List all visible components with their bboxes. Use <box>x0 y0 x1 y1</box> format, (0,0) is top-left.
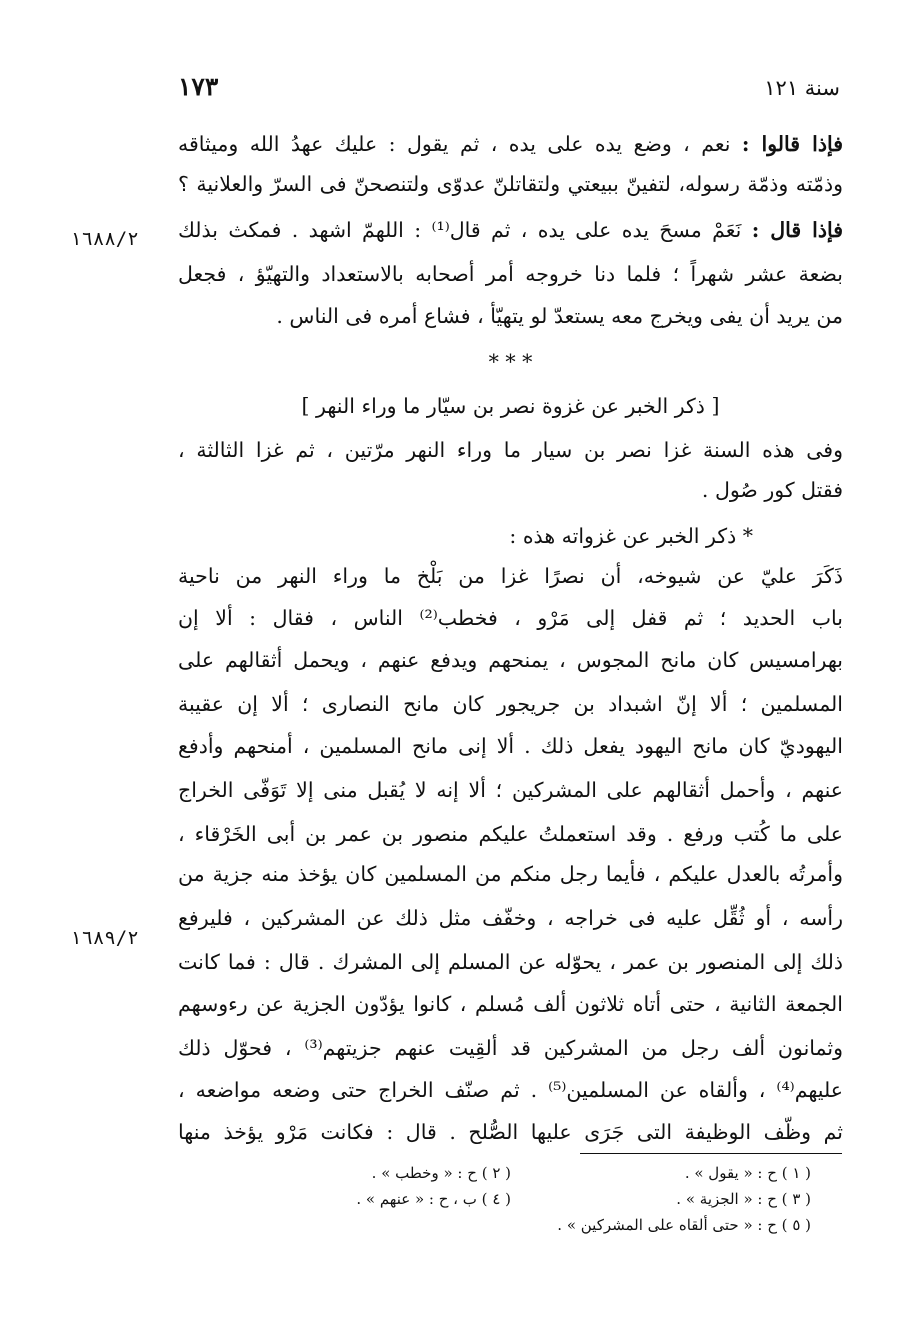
text-line <box>178 1112 843 1152</box>
margin-reference: ١٦٨٨/٢ <box>70 228 139 250</box>
line-text: عنهم ، وأحمل أثقالهم على المشركين ؛ ألا إنه لا يُقبل منى إلا تَوَفّى الخراج <box>178 778 843 802</box>
line-text: باب الحديد ؛ ثم قفل إلى مَرْو ، فخطب⁽²⁾ الناس ، فقال : ألا إن <box>178 606 843 630</box>
line-lead: فإذا قالوا : <box>741 132 843 156</box>
line-text: * ذكر الخبر عن غزواته هذه : <box>509 524 753 548</box>
text-line <box>178 124 843 164</box>
text-line <box>178 770 843 810</box>
line-lead: فإذا قال : <box>751 218 843 242</box>
text-line <box>178 296 843 336</box>
line-text: بضعة عشر شهراً ؛ فلما دنا خروجه أمر أصحابه بالاستعداد والتهيّؤ ، فجعل <box>178 262 843 286</box>
text-line <box>178 254 843 294</box>
line-text: وثمانون ألف رجل من المشركين قد ألقِيت عنهم جزيتهم⁽³⁾ ، فحوّل ذلك <box>178 1036 843 1060</box>
text-line <box>178 854 843 894</box>
text-line <box>178 430 843 470</box>
text-line <box>178 898 843 938</box>
line-text: وذمّته وذمّة رسوله، لتفينّ ببيعتي ولتقاتلنّ عدوّى ولتنصحنّ فى السرّ والعلانية ؟ <box>178 172 843 196</box>
footnote: ( ١ ) ح : « يقول » . <box>684 1164 811 1182</box>
asterisks: * * * <box>488 350 533 374</box>
line-text: وفى هذه السنة غزا نصر بن سيار ما وراء النهر مرّتين ، ثم غزا الثالثة ، <box>178 438 843 462</box>
page-header <box>178 72 840 108</box>
footnote: ( ٥ ) ح : « حتى ألقاه على المشركين » . <box>557 1216 811 1234</box>
text-line <box>178 164 843 204</box>
running-head: سنة ١٢١ <box>764 76 840 100</box>
footnote: ( ٢ ) ح : « وخطب » . <box>371 1164 511 1182</box>
line-text: نَعَمْ مسحَ يده على يده ، ثم قال⁽¹⁾ : اللهمّ اشهد . فمكث بذلك <box>178 218 752 242</box>
line-text: وأمرتُه بالعدل عليكم ، فأيما رجل منكم من المسلمين كان يؤخذ منه جزية من <box>178 862 843 886</box>
footnote-divider <box>580 1153 842 1154</box>
heading-text: [ ذكر الخبر عن غزوة نصر بن سيّار ما وراء النهر ] <box>301 394 720 418</box>
footnote: ( ٣ ) ح : « الجزية » . <box>676 1190 811 1208</box>
section-divider <box>178 342 843 382</box>
text-line <box>178 598 843 638</box>
line-text: عليهم⁽⁴⁾ ، وألقاه عن المسلمين⁽⁵⁾ . ثم صنّف الخراج حتى وضعه مواضعه ، <box>178 1078 843 1102</box>
text-line <box>178 210 843 250</box>
line-text: رأسه ، أو ثُقِّل عليه فى خراجه ، وخفّف مثل ذلك عن المشركين ، فليرفع <box>178 906 843 930</box>
text-line <box>178 470 843 510</box>
line-text: فقتل كور صُول . <box>701 478 843 502</box>
line-text: على ما كُتب ورفع . وقد استعملتُ عليكم منصور بن عمر بن أبى الخَرْقاء ، <box>178 822 843 846</box>
line-text: ذلك إلى المنصور بن عمر ، يحوّله عن المسلم إلى المشرك . قال : فما كانت <box>178 950 843 974</box>
text-line <box>178 814 843 854</box>
text-line <box>178 684 843 724</box>
line-text: ذَكَرَ عليّ عن شيوخه، أن نصرًا غزا من بَلْخ ما وراء النهر من ناحية <box>178 564 843 588</box>
text-line <box>178 942 843 982</box>
line-text: الجمعة الثانية ، حتى أتاه ثلاثون ألف مُسلم ، كانوا يؤدّون الجزية عن رءوسهم <box>178 992 843 1016</box>
text-line <box>178 1070 843 1110</box>
page-number: ١٧٣ <box>178 72 219 101</box>
footnote: ( ٤ ) ب ، ح : « عنهم » . <box>356 1190 511 1208</box>
text-line <box>178 984 843 1024</box>
text-line <box>178 556 843 596</box>
text-line <box>178 1028 843 1068</box>
section-heading <box>178 386 843 426</box>
text-line <box>178 640 843 680</box>
sub-heading <box>178 516 843 556</box>
margin-reference: ١٦٨٩/٢ <box>70 927 139 949</box>
line-text: من يريد أن يفى ويخرج معه يستعدّ لو يتهيّأ ، فشاع أمره فى الناس . <box>276 304 843 328</box>
line-text: بهرامسيس كان مانح المجوس ، يمنحهم ويدفع عنهم ، ويحمل أثقالهم على <box>178 648 843 672</box>
line-text: ثم وظّف الوظيفة التى جَرَى عليها الصُّلح . قال : فكانت مَرْو يؤخذ منها <box>178 1120 843 1144</box>
line-text: اليهوديّ كان مانح اليهود يفعل ذلك . ألا إنى مانح المسلمين ، أمنحهم وأدفع <box>178 734 843 758</box>
line-text: نعم ، وضع يده على يده ، ثم يقول : عليك عهدُ الله وميثاقه <box>178 132 742 156</box>
text-line <box>178 726 843 766</box>
line-text: المسلمين ؛ ألا إنّ اشبداد بن جريجور كان مانح النصارى ؛ ألا إن عقيبة <box>178 692 843 716</box>
